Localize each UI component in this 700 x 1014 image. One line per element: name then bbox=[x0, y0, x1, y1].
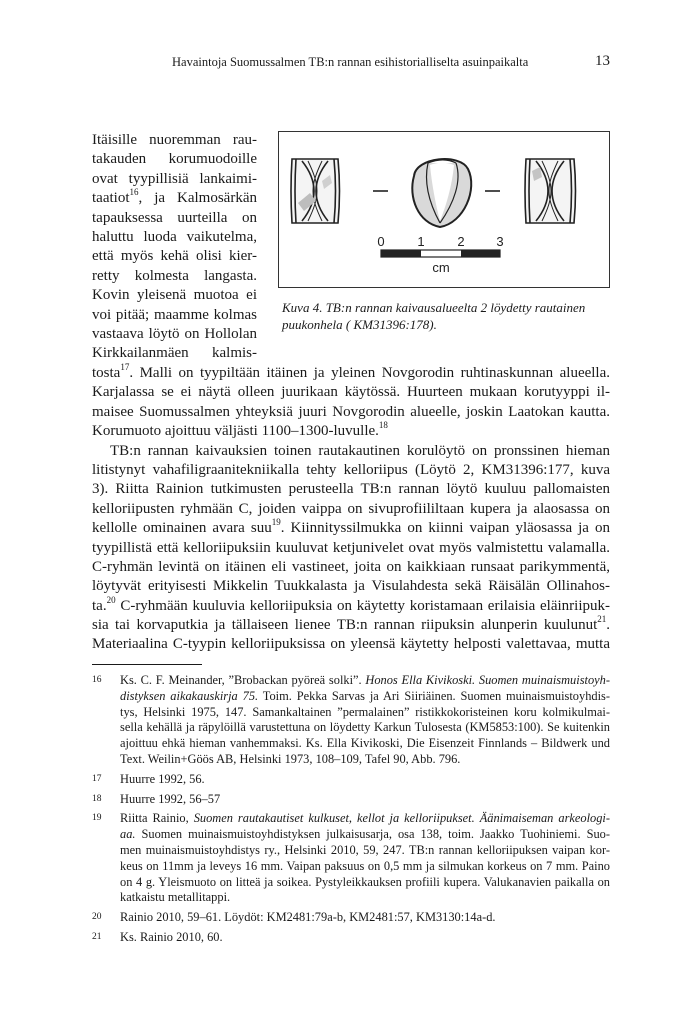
footnote-ref[interactable]: 20 bbox=[106, 594, 116, 605]
text-line bbox=[92, 594, 610, 616]
footnote-number: 18 bbox=[92, 793, 102, 804]
text-line: ovat tyypillisiä lankaimi- bbox=[92, 170, 257, 187]
footnote-19 bbox=[92, 811, 610, 906]
main-text bbox=[92, 364, 610, 655]
text-fragment: C-ryhmään kuuluvia kelloriipuksia on käytetty koristamaan erilaisia eläinriipuk- bbox=[115, 597, 610, 614]
footnotes bbox=[92, 673, 610, 950]
scale-label: 3 bbox=[496, 234, 504, 249]
text-line: retty kolmesta langasta. bbox=[92, 267, 257, 284]
footnote-ref[interactable]: 16 bbox=[129, 187, 139, 198]
figure-caption: Kuva 4. TB:n rannan kaivausalueelta 2 löydetty rautainen puukonhela ( KM31396:178). bbox=[282, 300, 586, 332]
footnote-18 bbox=[92, 792, 610, 808]
text-line: Materiaalina C-tyypin kelloriipuksissa on yleensä käytetty helposti valettavaa, mutta bbox=[92, 636, 610, 653]
text-fragment: . Kiinnityssilmukka on kiinni vaipan yläosassa ja on bbox=[280, 520, 610, 537]
footnote-text: Huurre 1992, 56. bbox=[120, 771, 205, 786]
footnote-title: Honos Ella Kivikoski. Suomen muinaismuistoyh- bbox=[365, 673, 610, 687]
footnote-text: ajoittuu ehkä hieman vanhemmaksi. Ks. Ella Kivikoski, Die Eisenzeit Finnlands – Bildwerk und bbox=[120, 736, 610, 751]
scale-label: 1 bbox=[417, 234, 425, 249]
footnote-text: tys, Helsinki 1975, 147. Samankaltainen ”permalainen” ristikkokoristeinen koru kolmikulmai- bbox=[120, 704, 610, 719]
footnote-text: Rainio 2010, 59–61. Löydöt: KM2481:79a-b, KM2481:57, KM3130:14a-d. bbox=[120, 910, 496, 925]
text-line: tyypillistä että kelloriipuksiin kuuluvat ketjunivelet ovat myös valmistettu valamalla. bbox=[92, 539, 610, 556]
text-fragment: . Malli on tyypiltään itäinen ja yleinen Novgorodin ruhtinaskunnan alueella. bbox=[129, 365, 610, 381]
text-fragment: tosta bbox=[92, 365, 121, 381]
footnote-text: on 4 g. Yleismuoto on litteä ja soikea. Pystyleikkauksen profiili kupera. Valukanavien paikalla on bbox=[120, 874, 610, 889]
footnote-ref[interactable]: 18 bbox=[378, 420, 388, 431]
footnote-text: katkaistu metallitappi. bbox=[120, 890, 231, 905]
text-fragment: kellolle ominainen avara suu bbox=[92, 520, 272, 537]
text-line: Kovin yleisenä muotoa ei bbox=[92, 287, 257, 304]
footnote-line bbox=[120, 705, 610, 721]
footnote-number: 16 bbox=[92, 675, 102, 685]
text-line: kelloriipusten ryhmään C, joiden vaippa on sivuprofiililtaan kupera ja alaosassa on bbox=[92, 500, 610, 517]
footnote-16 bbox=[92, 673, 610, 768]
text-fragment: taatiot bbox=[92, 190, 130, 207]
footnote-number: 19 bbox=[92, 813, 102, 824]
footnote-text: Riitta Rainio, bbox=[120, 811, 194, 826]
footnote-line bbox=[120, 736, 610, 752]
text-line: Kirkkailanmäen kalmis- bbox=[92, 345, 257, 362]
text-line: voi pitää; maamme kolmas bbox=[92, 306, 257, 323]
footnote-line bbox=[120, 843, 610, 859]
footnote-title: aa. bbox=[120, 827, 136, 842]
footnote-line bbox=[120, 875, 610, 891]
footnote-21 bbox=[92, 930, 610, 946]
text-line: maisee Suomussalmen yhteyksiä juuri Novgorodin alueelle, joskin Laatokan kautta. bbox=[92, 403, 610, 420]
intro-column bbox=[92, 131, 257, 364]
footnote-number: 20 bbox=[92, 912, 102, 923]
text-fragment: , ja Kalmosärkän bbox=[138, 190, 257, 207]
text-line: 3). Riitta Rainion tutkimusten perusteella TB:n rannan löytö kuuluu pallomaisten bbox=[92, 481, 610, 498]
text-fragment: sia tai korvaputkia ja tällaiseen lienee TB:n rannan riipuksin alunperin kuulunut bbox=[92, 617, 598, 634]
knife-fitting-drawing bbox=[278, 131, 610, 288]
running-head bbox=[92, 52, 610, 72]
text-line: löytyvät erityisesti Mikkelin Tuukkalasta ja Visulahdesta sekä Räisälän Ollinahos- bbox=[92, 578, 610, 595]
text-line: Karjalassa se ei näytä olleen juurikaan käytössä. Huurteen mukaan korutyyppi il- bbox=[92, 384, 610, 401]
footnote-text: Huurre 1992, 56–57 bbox=[120, 791, 221, 806]
footnote-text: men muinaismuistoyhdistys ry., Helsinki 2010, 59, 247. TB:n rannan kelloriipuksen vaipan kor- bbox=[120, 842, 610, 857]
text-line bbox=[92, 616, 610, 635]
footnote-text: Ks. Rainio 2010, 60. bbox=[120, 929, 223, 944]
figure bbox=[278, 131, 610, 288]
footnote-line bbox=[120, 930, 610, 946]
running-title: Havaintoja Suomussalmen TB:n rannan esihistorialliselta asuinpaikalta bbox=[172, 55, 529, 69]
text-line: vastaava löytö on Hollolan bbox=[92, 325, 257, 342]
footnote-20 bbox=[92, 910, 610, 926]
footnote-17 bbox=[92, 772, 610, 788]
text-line: TB:n rannan kaivauksien toinen rautakautinen korulöytö on pronssinen hieman bbox=[110, 442, 610, 459]
text-line: Itäisille nuoremman rau- bbox=[92, 132, 257, 148]
footnote-line bbox=[120, 811, 610, 827]
text-line: tapauksessa uurteilla on bbox=[92, 209, 257, 226]
text-line bbox=[92, 189, 257, 208]
footnote-line bbox=[120, 859, 610, 875]
footnote-text: Suomen muinaismuistoyhdistyksen julkaisusarja, osa 138, toim. Jaakko Tuohiniemi. Suo- bbox=[135, 827, 610, 842]
footnote-text: Toim. Pekka Sarvas ja Ari Siiriäinen. Suomen muinaismuistoyhdis- bbox=[258, 688, 610, 703]
side-view-right bbox=[525, 159, 576, 223]
text-fragment: Korumuoto ajoittuu väljästi 1100–1300-luvulle. bbox=[92, 423, 379, 440]
footnote-text: sella kehällä ja räpylöillä varustettuna on löydetty Karkun Tulosesta (KM5853:100). Se kuitenkin bbox=[120, 720, 610, 735]
footnote-line bbox=[120, 827, 610, 843]
footnote-line bbox=[120, 772, 610, 788]
scale-label: 2 bbox=[457, 234, 465, 249]
text-line: litistynyt vahafiligraanitekniikalla tehty kelloriipus (Löytö 2, KM31396:177, kuva bbox=[92, 461, 610, 478]
text-line: haluttu luoda vaikutelma, bbox=[92, 228, 257, 245]
footnote-text: keus on 11mm ja leveys 16 mm. Vaipan paksuus on 0,5 mm ja silmukan korkeus on 7 mm. Paino bbox=[120, 858, 610, 873]
footnote-line bbox=[120, 792, 610, 808]
footnote-line bbox=[120, 720, 610, 736]
side-view-left bbox=[291, 159, 340, 223]
footnote-title: distyksen aikakauskirja 75. bbox=[120, 688, 259, 703]
footnote-line bbox=[120, 673, 610, 689]
footnote-number: 17 bbox=[92, 773, 102, 784]
text-line: että myös kehä olisi kier- bbox=[92, 248, 257, 265]
footnote-number: 21 bbox=[92, 931, 102, 942]
footnote-title: Suomen rautakautiset kulkuset, kellot ja kelloriipukset. Äänimaiseman arkeologi- bbox=[193, 811, 610, 826]
page-number: 13 bbox=[595, 53, 610, 69]
scale-label: 0 bbox=[377, 234, 385, 249]
text-line bbox=[92, 519, 610, 538]
footnote-ref[interactable]: 19 bbox=[271, 517, 281, 528]
footnote-line bbox=[120, 689, 610, 705]
footnote-text: Ks. C. F. Meinander, ”Brobackan pyöreä solki”. bbox=[120, 673, 366, 687]
footnote-rule bbox=[92, 664, 202, 665]
footnote-text: Text. Weilin+Göös AB, Helsinki 1973, 108–109, Tafel 90, Abb. 796. bbox=[120, 751, 461, 766]
text-fragment: . bbox=[606, 617, 610, 634]
footnote-ref[interactable]: 17 bbox=[120, 362, 130, 372]
text-line bbox=[92, 364, 610, 383]
text-line: takauden korumuodoille bbox=[92, 151, 257, 168]
footnote-line bbox=[120, 752, 610, 768]
text-line bbox=[92, 422, 610, 441]
text-line: C-ryhmän levintä on itäinen eli vastineet, joita on kaikkiaan runsaat parikymmentä, bbox=[92, 558, 610, 575]
footnote-ref[interactable]: 21 bbox=[597, 614, 607, 625]
footnote-line bbox=[120, 890, 610, 906]
text-fragment: ta. bbox=[92, 597, 107, 614]
footnote-line bbox=[120, 910, 610, 926]
scale-unit: cm bbox=[432, 260, 450, 275]
